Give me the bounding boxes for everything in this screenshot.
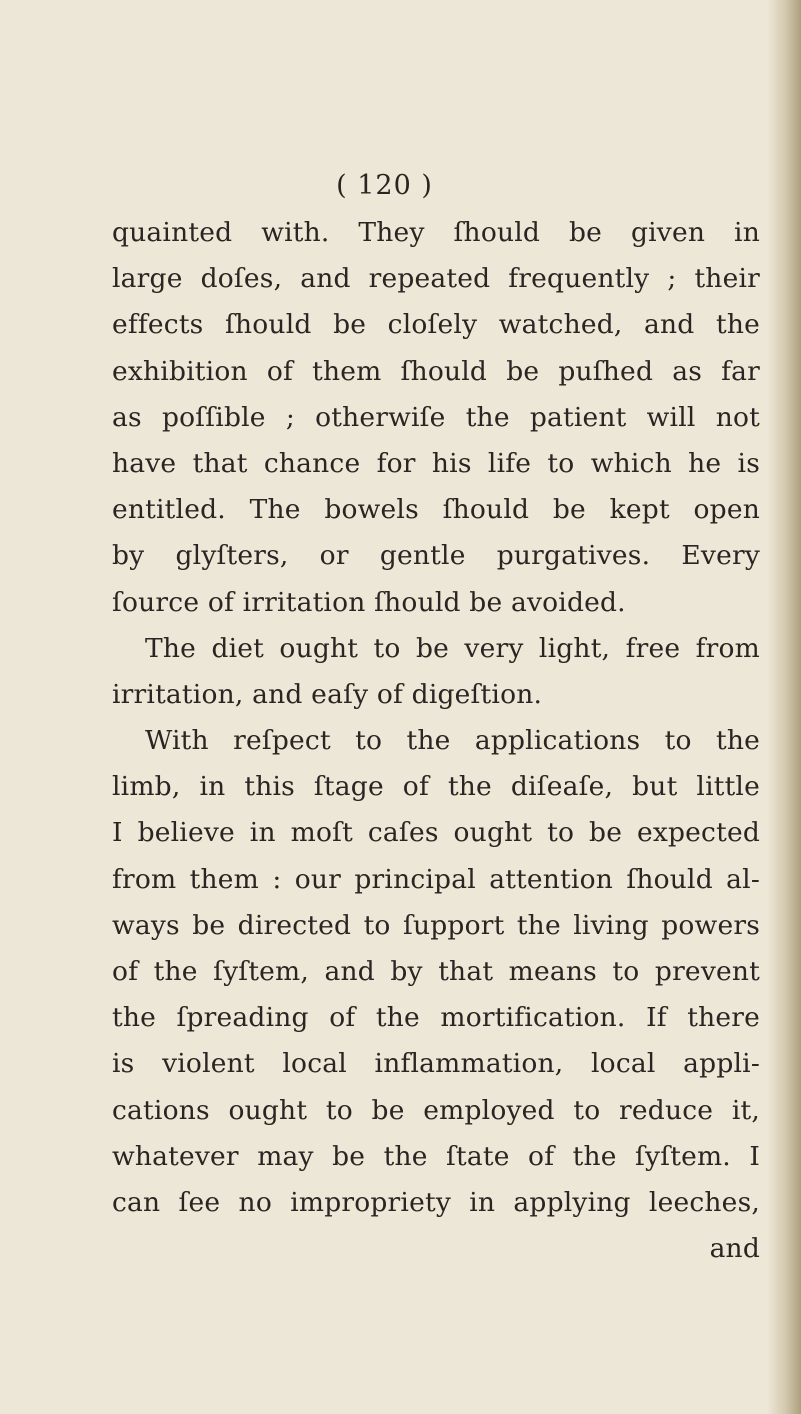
text-line: by glyſters, or gentle purgatives. Every — [112, 540, 760, 572]
text-line: large doſes, and repeated frequently ; their — [112, 263, 760, 295]
catchword: and — [709, 1233, 760, 1265]
page-edge-shadow — [767, 0, 801, 1414]
text-line: irritation, and eaſy of digeſtion. — [112, 678, 543, 710]
text-line: the ſpreading of the mortification. If there — [112, 1002, 760, 1034]
body-text — [112, 210, 760, 1272]
text-line: whatever may be the ſtate of the ſyſtem. I — [112, 1140, 760, 1172]
text-line: effects ſhould be cloſely watched, and the — [112, 309, 760, 341]
text-line: I believe in moſt caſes ought to be expected — [112, 817, 760, 849]
text-line: ways be directed to ſupport the living powers — [112, 909, 760, 941]
text-line: With reſpect to the applications to the — [145, 725, 760, 757]
text-line: The diet ought to be very light, free from — [145, 632, 760, 664]
text-line: of the ſyſtem, and by that means to prevent — [112, 956, 760, 987]
text-line: entitled. The bowels ſhould be kept open — [112, 494, 760, 526]
text-line: quainted with. They ſhould be given in — [112, 217, 760, 248]
text-line: limb, in this ſtage of the diſeaſe, but little — [112, 771, 760, 803]
text-line: exhibition of them ſhould be puſhed as far — [112, 355, 760, 387]
text-line: is violent local inflammation, local appli- — [112, 1048, 760, 1080]
text-line: have that chance for his life to which he is — [112, 447, 760, 479]
text-line: can ſee no impropriety in applying leeches, — [112, 1186, 760, 1218]
page-number: ( 120 ) — [336, 170, 433, 201]
text-line: cations ought to be employed to reduce it, — [112, 1094, 760, 1126]
text-line: as poſſible ; otherwiſe the patient will not — [112, 401, 760, 433]
text-line: ſource of irritation ſhould be avoided. — [112, 586, 626, 618]
text-line: from them : our principal attention ſhould al- — [112, 863, 760, 895]
